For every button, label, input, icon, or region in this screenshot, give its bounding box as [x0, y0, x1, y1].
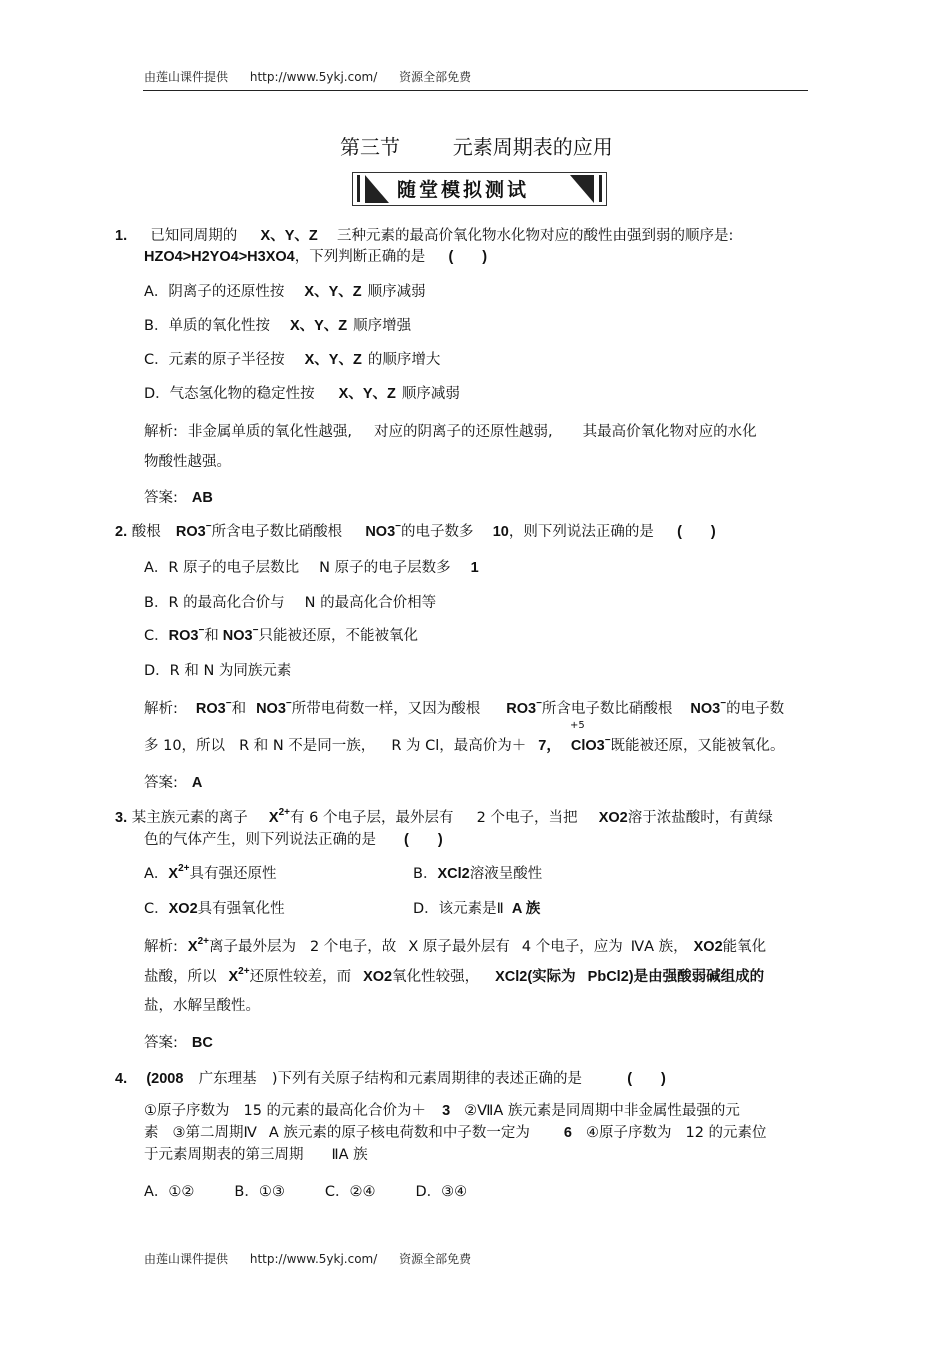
- q4-s1: (2008: [146, 1071, 184, 1087]
- q3-optC-text: C．: [144, 901, 169, 917]
- q2-plus5: +5: [570, 720, 585, 731]
- banner-left-bar: [357, 175, 360, 202]
- banner-right-bar: [599, 175, 602, 202]
- q3-answer: [144, 1031, 213, 1052]
- q4-l2b: ③第二周期Ⅳ: [172, 1125, 257, 1141]
- q3-optA-tail: 具有强还原性: [189, 866, 277, 882]
- q3-optC-formula: XO2: [168, 901, 198, 917]
- q3-s3: 2 个电子，当把: [476, 810, 578, 826]
- q4-line3: [144, 1143, 368, 1164]
- q2-stem: [115, 520, 716, 541]
- q2-number: 2.: [115, 524, 128, 540]
- q1-explanation-line2: 物酸性越强。: [144, 454, 231, 470]
- q2-e9: Cl: [570, 738, 586, 754]
- q1-optA-tail: 顺序减弱: [367, 284, 426, 300]
- q3-x2plus: [268, 807, 290, 826]
- q3-exp-x: X: [187, 939, 198, 955]
- q3-ans-value: BC: [191, 1035, 213, 1051]
- q1-optA-vars: X、Y、Z: [304, 284, 362, 300]
- footer-provider: 由莲山课件提供: [144, 1252, 229, 1266]
- q1-exp2: 对应的阴离子的还原性越弱,: [374, 424, 553, 440]
- q4-number: 4.: [115, 1071, 128, 1087]
- q2-ro3: RO3−: [175, 521, 212, 540]
- q4-optB: B．①③: [234, 1184, 285, 1200]
- q3-e11: PbCl2)是由强酸弱碱组成的: [587, 969, 765, 985]
- q1-formula: HZO4>H2YO4>H3XO4: [144, 249, 295, 265]
- q2-exp-ro3b: RO3: [506, 701, 537, 717]
- q1-paren: ( ): [448, 249, 488, 265]
- q2-e8: 7，: [538, 738, 561, 754]
- q3-e10: XCl2(实际为: [495, 969, 576, 985]
- q3-optB-formula: XCl2: [437, 866, 470, 882]
- footer-free: 资源全部免费: [399, 1252, 472, 1266]
- q2-n10: 10: [492, 524, 509, 540]
- q3-exp-label: 解析:: [144, 939, 178, 955]
- q1-exp3: 其最高价氧化物对应的水化: [582, 424, 757, 440]
- q2-exp-no3b: NO3: [690, 701, 721, 717]
- q3-number: 3.: [115, 810, 128, 826]
- q3-e1: 离子最外层为: [208, 939, 296, 955]
- q1-option-a: [144, 280, 426, 301]
- q2-exp-ro3: RO3: [195, 701, 226, 717]
- q2-no3-text: NO3: [365, 524, 396, 540]
- q1-optB-vars: X、Y、Z: [289, 318, 348, 334]
- q3-s1: 某主族元素的离子: [131, 810, 248, 826]
- footer-url[interactable]: http://www.5ykj.com/: [249, 1252, 378, 1266]
- q3-optD-text: D．该元素是Ⅱ: [413, 901, 504, 917]
- q3-optB-tail: 溶液呈酸性: [469, 866, 543, 882]
- q1-optA-text: A．阴离子的还原性按: [144, 284, 285, 300]
- q1-optB-text: B．单质的氧化性按: [144, 318, 270, 334]
- q2-option-d: D．R 和 N 为同族元素: [144, 663, 292, 679]
- q1-option-b: [144, 314, 411, 335]
- section-banner: [352, 172, 607, 206]
- q3-e6: 能氧化: [722, 939, 767, 955]
- q1-option-d: [144, 382, 460, 403]
- q3-x: X: [268, 810, 279, 826]
- q4-l2c: A 族元素的原子核电荷数和中子数一定为: [268, 1125, 530, 1141]
- q2-e2: 所带电荷数一样，又因为酸根: [291, 701, 481, 717]
- q3-exp-xo2b: XO2: [363, 969, 393, 985]
- q2-explanation-line2: 多 10，所以 R 和 N 不是同一族， R 为 Cl，最高价为＋ 7， ClO3−既能被还原，又能被氧化。: [144, 735, 785, 754]
- q3-stem-line2: [144, 828, 443, 849]
- q3-explanation-line3: 盐，水解呈酸性。: [144, 998, 260, 1014]
- q4-l2a: 素: [144, 1125, 159, 1141]
- q4-options: [144, 1180, 467, 1201]
- q3-e8: 还原性较差，而: [249, 969, 352, 985]
- q1-vars: X、Y、Z: [260, 228, 318, 244]
- q1-stem-a: 已知同周期的: [150, 228, 238, 244]
- q4-optA: A．①②: [144, 1184, 195, 1200]
- q1-stem-b: 三种元素的最高价氧化物水化物对应的酸性由强到弱的顺序是:: [336, 228, 734, 244]
- q1-ans-label: 答案:: [144, 490, 178, 506]
- q2-e4: 的电子数: [726, 701, 785, 717]
- q2-optC-ro3: RO3: [168, 628, 199, 644]
- q3-option-c: [144, 897, 285, 918]
- q3-optA-text: A．: [144, 866, 169, 882]
- q1-option-c: [144, 348, 440, 369]
- q3-optA-x: X: [168, 866, 179, 882]
- q4-l3a: 于元素周期表的第三周期: [144, 1147, 304, 1163]
- header-url[interactable]: http://www.5ykj.com/: [249, 70, 378, 84]
- q2-optA-num: 1: [470, 560, 479, 576]
- q3-e9: 氧化性较强，: [392, 969, 480, 985]
- q4-s2: 广东理基: [198, 1071, 257, 1087]
- q3-exp-x2p: 2+: [197, 936, 209, 947]
- q1-optC-tail: 的顺序增大: [367, 352, 441, 368]
- q2-optC-tail: 只能被还原，不能被氧化: [258, 628, 418, 644]
- q3-ans-label: 答案:: [144, 1035, 178, 1051]
- q2-s1: 酸根: [131, 524, 161, 540]
- q2-e11: 既能被还原，又能被氧化。: [610, 738, 785, 754]
- q2-e10: O3: [585, 738, 605, 754]
- q1-optD-tail: 顺序减弱: [401, 386, 460, 402]
- q4-l2f: 12 的元素位: [685, 1125, 767, 1141]
- q3-x2p: 2+: [278, 807, 290, 818]
- q2-optB-tail: N 的最高化合价相等: [304, 595, 437, 611]
- q3-explanation-line1: [144, 935, 766, 956]
- q3-optC-tail: 具有强氧化性: [197, 901, 285, 917]
- q2-option-c: C．RO3−和 NO3−只能被还原，不能被氧化: [144, 625, 418, 644]
- q1-answer: [144, 486, 213, 507]
- title-name: 元素周期表的应用: [452, 135, 613, 159]
- q3-explanation-line2: [144, 965, 764, 986]
- q1-optB-tail: 顺序增强: [353, 318, 412, 334]
- q4-line2: [144, 1121, 767, 1142]
- q3-paren: ( ): [404, 832, 443, 848]
- banner-left-triangle: [365, 175, 389, 203]
- q3-e7: 盐酸，所以: [144, 969, 217, 985]
- q4-l1a: ①原子序数为: [144, 1103, 230, 1119]
- q1-exp1: 非金属单质的氧化性越强,: [187, 424, 352, 440]
- q4-line1: [144, 1099, 740, 1120]
- q4-stem: [115, 1067, 666, 1088]
- q2-optA-text: A．R 原子的电子层数比: [144, 560, 300, 576]
- q2-optC-text: C．: [144, 628, 169, 644]
- q3-e5: ⅣA 族，: [630, 939, 688, 955]
- q3-option-d: [413, 897, 540, 918]
- q2-optC-no3: NO3: [222, 628, 253, 644]
- q3-e3: X 原子最外层有: [408, 939, 510, 955]
- q2-s4: ，则下列说法正确的是: [508, 524, 654, 540]
- q3-stem-line1: [115, 806, 773, 827]
- q1-stem-line1: [115, 224, 733, 245]
- q4-optC: C．②④: [324, 1184, 376, 1200]
- page-header: [144, 68, 489, 85]
- q3-optA-x2p: 2+: [178, 863, 190, 874]
- q2-explanation-line1: 解析: RO3−和 NO3−所带电荷数一样，又因为酸根 RO3−所含电子数比硝酸根 NO3−的电子数: [144, 698, 785, 717]
- q3-optB-text: B．: [413, 866, 438, 882]
- q2-answer: [144, 771, 202, 792]
- q2-e3: 所含电子数比硝酸根: [541, 701, 673, 717]
- q2-optA-mid: N 原子的电子层数多: [319, 560, 451, 576]
- q4-l1b: 15 的元素的最高化合价为＋: [243, 1103, 427, 1119]
- q2-ans-value: A: [191, 775, 203, 791]
- title-section: 第三节: [340, 135, 400, 159]
- q3-exp-xo2: XO2: [693, 939, 723, 955]
- q3-e2: 2 个电子，故: [309, 939, 397, 955]
- q1-ans-value: AB: [191, 490, 213, 506]
- q3-xo2: XO2: [598, 810, 628, 826]
- q3-option-b: [413, 862, 542, 883]
- header-free: 资源全部免费: [399, 70, 472, 84]
- q3-s5: 色的气体产生，则下列说法正确的是: [144, 832, 376, 848]
- q3-e4: 4 个电子，应为: [521, 939, 623, 955]
- page-footer: [144, 1250, 489, 1267]
- q4-s3: )下列有关原子结构和元素周期律的表述正确的是: [271, 1071, 582, 1087]
- q1-optC-vars: X、Y、Z: [304, 352, 362, 368]
- header-provider: 由莲山课件提供: [144, 70, 229, 84]
- q4-optD: D．③④: [415, 1184, 468, 1200]
- q2-e6: R 和 N 不是同一族，: [239, 738, 376, 754]
- q2-ro3-text: RO3: [175, 524, 206, 540]
- q4-l2e: ④原子序数为: [586, 1125, 672, 1141]
- header-rule: [143, 90, 808, 91]
- q2-ans-label: 答案:: [144, 775, 178, 791]
- q2-s2: 所含电子数比硝酸根: [211, 524, 343, 540]
- q2-s3: 的电子数多: [400, 524, 474, 540]
- q2-no3: NO3−: [365, 521, 401, 540]
- q2-option-a: [144, 556, 479, 577]
- q3-exp-x2p2: 2+: [238, 966, 250, 977]
- q3-s2: 有 6 个电子层，最外层有: [290, 810, 454, 826]
- q1-optD-text: D．气态氢化物的稳定性按: [144, 386, 315, 402]
- q2-optB-text: B．R 的最高化合价与: [144, 595, 285, 611]
- q4-l1d: ②ⅦA 族元素是同周期中非金属性最强的元: [464, 1103, 740, 1119]
- q1-explanation-line1: [144, 420, 757, 441]
- banner-right-triangle: [570, 175, 594, 203]
- q4-l3b: ⅡA 族: [331, 1147, 368, 1163]
- q4-paren: ( ): [627, 1071, 666, 1087]
- q1-stem-line2: [144, 245, 487, 266]
- q1-optD-vars: X、Y、Z: [338, 386, 396, 402]
- q2-e7: R 为 Cl，最高价为＋: [391, 738, 527, 754]
- q4-l1c: 3: [442, 1103, 451, 1119]
- q1-number: 1.: [115, 228, 128, 244]
- q1-exp-label: 解析:: [144, 424, 178, 440]
- q3-s4: 溶于浓盐酸时，有黄绿: [627, 810, 773, 826]
- q2-paren: ( ): [677, 524, 716, 540]
- q2-e5: 多 10，所以: [144, 738, 226, 754]
- q4-l2d: 6: [563, 1125, 572, 1141]
- q2-option-b: [144, 591, 436, 612]
- q3-optD-tail: A 族: [511, 901, 541, 917]
- q3-option-a: [144, 862, 277, 883]
- banner-text: 随堂模拟测试: [397, 179, 530, 201]
- q1-stem-c: ，下列判断正确的是: [294, 249, 426, 265]
- q2-exp-no3: NO3: [256, 701, 286, 717]
- q2-e1: 和: [231, 701, 247, 717]
- q3-exp-x2: X: [228, 969, 239, 985]
- q1-optC-text: C．元素的原子半径按: [144, 352, 285, 368]
- q2-optC-and: 和: [204, 628, 219, 644]
- q2-exp-label: 解析:: [144, 701, 178, 717]
- page-title: [340, 131, 613, 160]
